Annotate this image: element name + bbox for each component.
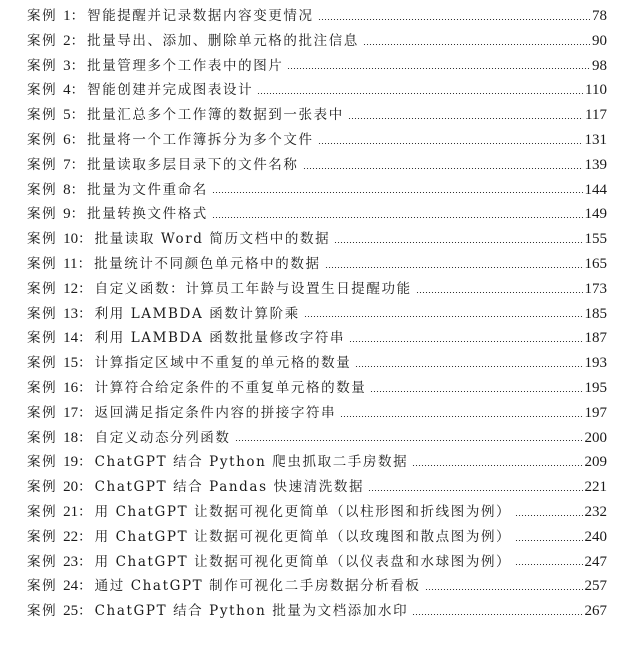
page-number: 193 [584,355,607,372]
toc-entry[interactable] [27,103,607,128]
case-prefix: 案例 14： [27,330,92,347]
dot-leader [412,465,582,466]
case-number: 23 [63,553,79,570]
case-prefix: 案例 19： [27,454,92,471]
case-number: 19 [63,454,79,471]
page-number: 195 [584,379,607,396]
toc-entry[interactable] [27,277,607,302]
toc-entry[interactable] [27,426,607,451]
case-number: 7 [63,156,71,173]
case-number: 22 [63,528,79,545]
case-number: 25 [63,603,79,620]
case-number: 1 [63,8,71,24]
dot-leader [355,366,582,367]
case-prefix: 案例 16： [27,379,92,396]
dot-leader [425,589,583,590]
toc-entry[interactable] [27,574,607,599]
case-number: 4 [63,82,71,99]
toc-entry[interactable] [27,599,607,624]
toc-entry[interactable] [27,376,607,401]
case-prefix: 案例 23： [27,553,92,570]
case-number: 5 [63,107,71,124]
page-number: 187 [584,330,607,347]
dot-leader [412,614,582,615]
case-title: 批量导出、添加、删除单元格的批注信息 [87,32,359,49]
case-prefix: 案例 13： [27,305,92,322]
toc-entry[interactable] [27,78,607,103]
case-title: 自定义函数：计算员工年龄与设置生日提醒功能 [94,280,412,297]
page-number: 149 [584,206,607,223]
toc-entry[interactable] [27,550,607,575]
case-number: 9 [63,206,71,223]
case-prefix: 案例 15： [27,355,92,372]
case-prefix: 案例 12： [27,280,92,297]
case-prefix: 案例 24： [27,578,92,595]
dot-leader [349,341,582,342]
case-prefix: 案例 11： [27,255,92,272]
case-number: 14 [63,330,79,347]
toc-entry[interactable] [27,525,607,550]
case-title: 利用 LAMBDA 函数计算阶乘 [94,305,300,322]
toc-entry[interactable] [27,4,607,29]
toc-entry[interactable] [27,128,607,153]
case-prefix: 案例 3： [27,57,85,74]
toc-entry[interactable] [27,202,607,227]
case-title: 批量读取 Word 简历文档中的数据 [94,231,331,248]
case-prefix: 案例 8： [27,181,85,198]
case-prefix: 案例 4： [27,82,85,99]
case-prefix: 案例 5： [27,107,85,124]
case-number: 24 [63,578,79,595]
dot-leader [348,118,583,119]
page-number: 131 [584,131,607,148]
case-title: 返回满足指定条件内容的拼接字符串 [94,404,337,421]
case-title: 批量统计不同颜色单元格中的数据 [94,255,321,272]
toc-entry[interactable] [27,227,607,252]
dot-leader [340,416,582,417]
case-number: 21 [63,503,79,520]
case-title: 计算指定区域中不重复的单元格的数量 [94,355,352,372]
page-number: 139 [584,156,607,173]
page-number: 200 [584,429,607,446]
page-number: 155 [584,231,607,248]
toc-entry[interactable] [27,153,607,178]
case-number: 17 [63,404,79,421]
case-prefix: 案例 18： [27,429,92,446]
case-title: 利用 LAMBDA 函数批量修改字符串 [94,330,346,347]
dot-leader [318,19,590,20]
toc-entry[interactable] [27,500,607,525]
case-prefix: 案例 1： [27,8,85,24]
dot-leader [318,143,583,144]
table-of-contents [27,4,607,624]
case-number: 11 [63,255,78,272]
case-prefix: 案例 7： [27,156,85,173]
case-number: 6 [63,131,71,148]
case-title: 计算符合给定条件的不重复单元格的数量 [94,379,367,396]
case-number: 15 [63,355,79,372]
case-number: 2 [63,32,71,49]
dot-leader [515,515,582,516]
page-number: 173 [584,280,607,297]
case-title: 批量读取多层目录下的文件名称 [87,156,299,173]
toc-entry[interactable] [27,178,607,203]
case-title: 批量为文件重命名 [87,181,208,198]
dot-leader [325,267,583,268]
page-number: 185 [584,305,607,322]
case-title: 通过 ChatGPT 制作可视化二手房数据分析看板 [94,578,421,595]
case-number: 13 [63,305,79,322]
dot-leader [334,242,582,243]
case-title: 批量将一个工作簿拆分为多个文件 [87,131,314,148]
case-number: 12 [63,280,79,297]
toc-entry[interactable] [27,252,607,277]
dot-leader [303,168,583,169]
case-title: ChatGPT 结合 Pandas 快速清洗数据 [94,479,365,496]
page-number: 144 [584,181,607,198]
case-title: 批量汇总多个工作簿的数据到一张表中 [87,107,344,124]
case-title: 批量转换文件格式 [87,206,208,223]
case-title: 批量管理多个工作表中的图片 [87,57,284,74]
toc-entry[interactable] [27,351,607,376]
case-title: 用 ChatGPT 让数据可视化更简单（以玫瑰图和散点图为例） [94,528,512,545]
dot-leader [368,490,582,491]
case-title: 智能提醒并记录数据内容变更情况 [87,8,314,24]
toc-entry[interactable] [27,302,607,327]
toc-entry[interactable] [27,450,607,475]
case-number: 20 [63,479,79,496]
toc-entry[interactable] [27,401,607,426]
page-number: 197 [584,404,607,421]
page-number: 221 [584,479,607,496]
dot-leader [416,292,583,293]
page-number: 232 [584,503,607,520]
page-number: 257 [584,578,607,595]
toc-entry[interactable] [27,29,607,54]
case-prefix: 案例 6： [27,131,85,148]
case-prefix: 案例 20： [27,479,92,496]
dot-leader [287,68,590,69]
case-number: 10 [63,231,79,248]
case-prefix: 案例 17： [27,404,92,421]
case-prefix: 案例 2： [27,32,85,49]
case-title: ChatGPT 结合 Python 爬虫抓取二手房数据 [94,454,409,471]
case-title: 用 ChatGPT 让数据可视化更简单（以柱形图和折线图为例） [94,503,512,520]
case-prefix: 案例 22： [27,528,92,545]
page-number: 240 [584,528,607,545]
case-prefix: 案例 9： [27,206,85,223]
case-title: 自定义动态分列函数 [94,429,231,446]
case-title: 用 ChatGPT 让数据可视化更简单（以仪表盘和水球图为例） [94,553,512,570]
dot-leader [212,217,583,218]
case-prefix: 案例 21： [27,503,92,520]
toc-entry[interactable] [27,475,607,500]
case-title: 智能创建并完成图表设计 [87,82,254,99]
page-number: 117 [585,107,607,124]
page-number: 165 [584,255,607,272]
page-number: 247 [584,553,607,570]
page-number: 267 [584,603,607,620]
page-number: 209 [584,454,607,471]
case-number: 18 [63,429,79,446]
case-number: 8 [63,181,71,198]
dot-leader [257,93,583,94]
dot-leader [304,316,583,317]
dot-leader [370,391,582,392]
dot-leader [212,192,583,193]
page-number: 78 [592,8,607,24]
dot-leader [363,44,590,45]
toc-entry[interactable] [27,54,607,79]
dot-leader [235,440,583,441]
case-prefix: 案例 10： [27,231,92,248]
page-number: 90 [592,32,607,49]
case-title: ChatGPT 结合 Python 批量为文档添加水印 [94,603,409,620]
toc-entry[interactable] [27,326,607,351]
dot-leader [515,564,582,565]
case-number: 16 [63,379,79,396]
case-prefix: 案例 25： [27,603,92,620]
dot-leader [515,540,582,541]
case-number: 3 [63,57,71,74]
page-number: 110 [585,82,607,99]
page-number: 98 [592,57,607,74]
